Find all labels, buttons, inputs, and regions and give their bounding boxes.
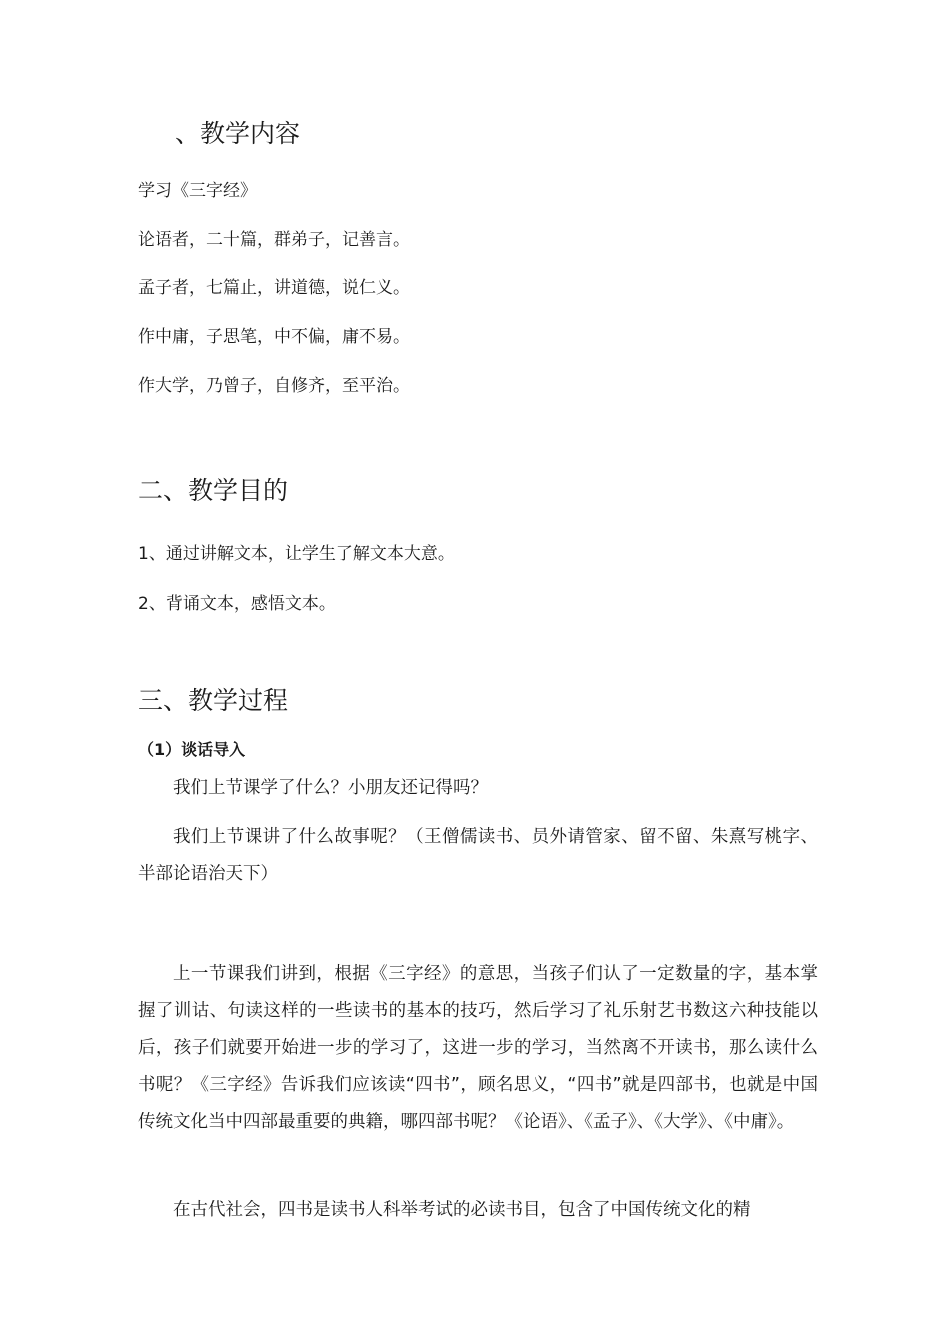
verse-line: 论语者，二十篇，群弟子，记善言。 bbox=[138, 230, 410, 250]
section-3-heading: 三、教学过程 bbox=[138, 686, 289, 715]
objective-item: 1、通过讲解文本，让学生了解文本大意。 bbox=[138, 544, 455, 564]
subsection-heading: （1）谈话导入 bbox=[138, 740, 246, 759]
verse-line: 作大学，乃曾子，自修齐，至平治。 bbox=[138, 376, 410, 396]
objective-item: 2、背诵文本，感悟文本。 bbox=[138, 594, 336, 614]
body-paragraph: 在古代社会，四书是读书人科举考试的必读书目，包含了中国传统文化的精 bbox=[173, 1200, 751, 1220]
section-2-heading: 二、教学目的 bbox=[138, 476, 289, 505]
verse-line: 孟子者，七篇止，讲道德，说仁义。 bbox=[138, 278, 410, 298]
verse-line: 作中庸，子思笔，中不偏，庸不易。 bbox=[138, 327, 410, 347]
section-1-heading: 、教学内容 bbox=[175, 119, 301, 148]
section-1-subtitle: 学习《三字经》 bbox=[138, 181, 257, 201]
body-paragraph: 上一节课我们讲到，根据《三字经》的意思，当孩子们认了一定数量的字，基本掌握了训诂、句读这样的一些读书的基本的技巧，然后学习了礼乐射艺书数这六种技能以后，孩子们就要开始进一步的学习了，这进一步的学习，当然离不开读书，那么读什么书呢？《三字经》告诉我们应该读“四书”，顾名思义，“四书”就是四部书，也就是中国传统文化当中四部最重要的典籍，哪四部书呢？《论语》、《孟子》、《大学》、《中庸》。 bbox=[138, 964, 818, 1132]
body-paragraph: 我们上节课学了什么？小朋友还记得吗？ bbox=[173, 778, 488, 798]
body-paragraph: 我们上节课讲了什么故事呢？（王僧儒读书、员外请管家、留不留、朱熹写桃字、半部论语治天下） bbox=[138, 827, 818, 884]
